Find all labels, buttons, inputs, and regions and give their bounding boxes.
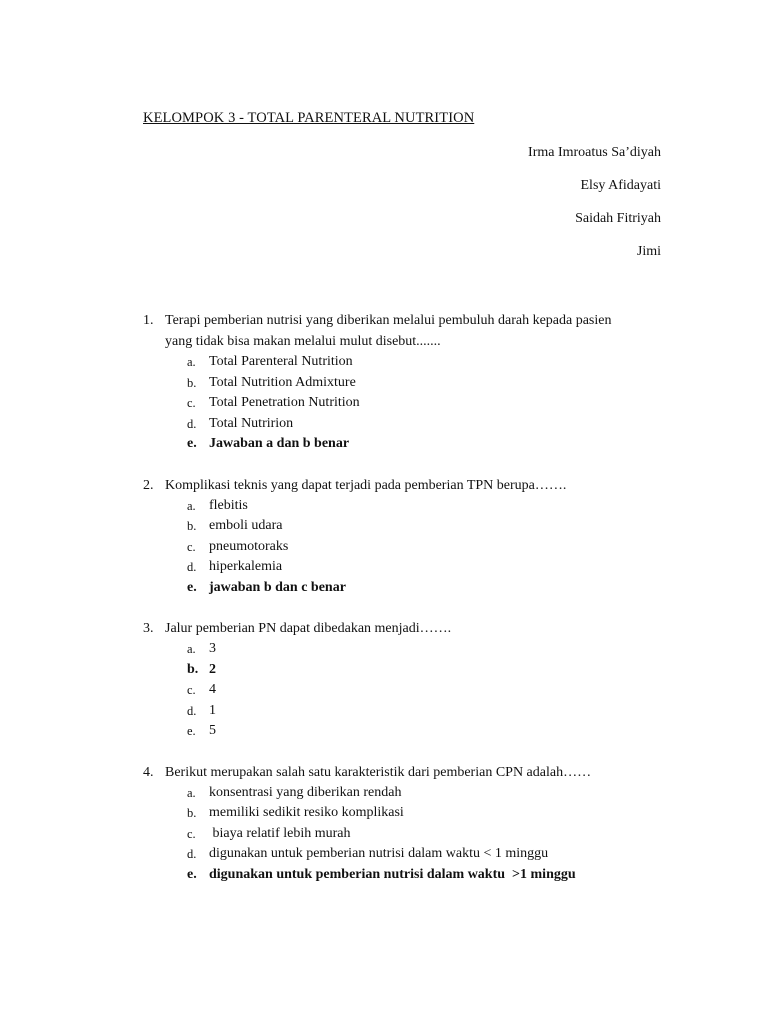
option-b: [187, 373, 673, 394]
question-text-line: Terapi pemberian nutrisi yang diberikan melalui pembuluh darah kepada pasien: [165, 313, 612, 328]
option-a: [187, 352, 673, 373]
question-stem: [143, 618, 673, 639]
option-text: Total Nutrition Admixture: [209, 374, 356, 390]
option-letter: d.: [187, 416, 197, 431]
option-b-answer: [187, 660, 673, 681]
option-letter: b.: [187, 661, 199, 677]
option-text: jawaban b dan c benar: [209, 579, 346, 595]
option-letter: e.: [187, 436, 197, 451]
option-e: [187, 721, 673, 742]
option-letter: b.: [187, 806, 197, 820]
option-b: [187, 516, 673, 537]
option-letter: b.: [187, 375, 197, 390]
option-letter: b.: [187, 519, 197, 533]
question-3: [143, 618, 673, 742]
option-d: [187, 844, 673, 865]
question-number: 2.: [143, 477, 154, 493]
question-2: [143, 475, 673, 599]
option-text: 2: [209, 661, 216, 677]
option-e-answer: [187, 578, 673, 599]
option-letter: c.: [187, 396, 196, 410]
question-list: [143, 310, 673, 905]
option-text: 4: [209, 682, 216, 697]
question-text: Komplikasi teknis yang dapat terjadi pada pemberian TPN berupa…….: [165, 477, 567, 493]
option-letter: a.: [187, 355, 196, 369]
option-letter: d.: [187, 703, 197, 718]
option-letter: c.: [187, 683, 196, 697]
author-name: Elsy Afidayati: [580, 178, 661, 193]
option-d: [187, 701, 673, 722]
option-d: [187, 557, 673, 578]
option-text: digunakan untuk pemberian nutrisi dalam waktu < 1 minggu: [209, 846, 549, 861]
option-text: memiliki sedikit resiko komplikasi: [209, 805, 404, 820]
option-text: konsentrasi yang diberikan rendah: [209, 784, 402, 800]
option-text: flebitis: [209, 497, 248, 513]
option-letter: e.: [187, 866, 197, 882]
option-text: digunakan untuk pemberian nutrisi dalam waktu >1 minggu: [209, 866, 576, 882]
author-name: Saidah Fitriyah: [575, 211, 661, 226]
option-d: [187, 414, 673, 435]
question-text: Jalur pemberian PN dapat dibedakan menjadi…….: [165, 621, 452, 636]
option-a: [187, 783, 673, 804]
author-list: [528, 143, 661, 275]
option-c: [187, 824, 673, 845]
option-c: [187, 680, 673, 701]
option-text: biaya relatif lebih murah: [209, 825, 351, 841]
option-letter: d.: [187, 560, 197, 574]
question-1: [143, 310, 673, 455]
option-c: [187, 537, 673, 558]
question-number: 3.: [143, 621, 154, 636]
option-letter: a.: [187, 642, 196, 656]
option-text: 1: [209, 702, 216, 718]
option-letter: c.: [187, 826, 196, 841]
option-letter: d.: [187, 847, 197, 861]
question-4: [143, 762, 673, 886]
question-stem: [143, 310, 673, 352]
option-letter: e.: [187, 724, 196, 738]
option-text: Total Penetration Nutrition: [209, 395, 360, 410]
option-e-answer: [187, 865, 673, 886]
question-stem: [143, 762, 673, 783]
option-text: Total Nutririon: [209, 415, 294, 431]
author-name: Jimi: [636, 244, 661, 259]
option-text: emboli udara: [209, 518, 283, 533]
option-letter: e.: [187, 579, 197, 595]
document-title: KELOMPOK 3 - TOTAL PARENTERAL NUTRITION: [143, 110, 475, 126]
option-e-answer: [187, 434, 673, 455]
option-text: hiperkalemia: [209, 559, 283, 574]
option-a: [187, 639, 673, 660]
option-text: 5: [209, 723, 216, 738]
option-text: Total Parenteral Nutrition: [209, 354, 353, 369]
question-text: [165, 310, 673, 352]
option-text: Jawaban a dan b benar: [209, 436, 350, 451]
option-list: [143, 352, 673, 455]
option-letter: c.: [187, 539, 196, 554]
question-text: Berikut merupakan salah satu karakteristik dari pemberian CPN adalah……: [165, 764, 592, 780]
question-number: 1.: [143, 313, 154, 328]
question-stem: [143, 475, 673, 496]
option-b: [187, 803, 673, 824]
option-a: [187, 496, 673, 517]
question-text-line: yang tidak bisa makan melalui mulut disebut.......: [165, 334, 441, 349]
option-c: [187, 393, 673, 414]
option-letter: a.: [187, 785, 196, 800]
option-text: pneumotoraks: [209, 538, 289, 554]
option-list: [143, 783, 673, 886]
option-text: 3: [209, 641, 216, 656]
author-name: Irma Imroatus Sa’diyah: [528, 145, 661, 160]
option-list: [143, 639, 673, 742]
option-list: [143, 496, 673, 599]
option-letter: a.: [187, 498, 196, 513]
question-number: 4.: [143, 764, 154, 780]
